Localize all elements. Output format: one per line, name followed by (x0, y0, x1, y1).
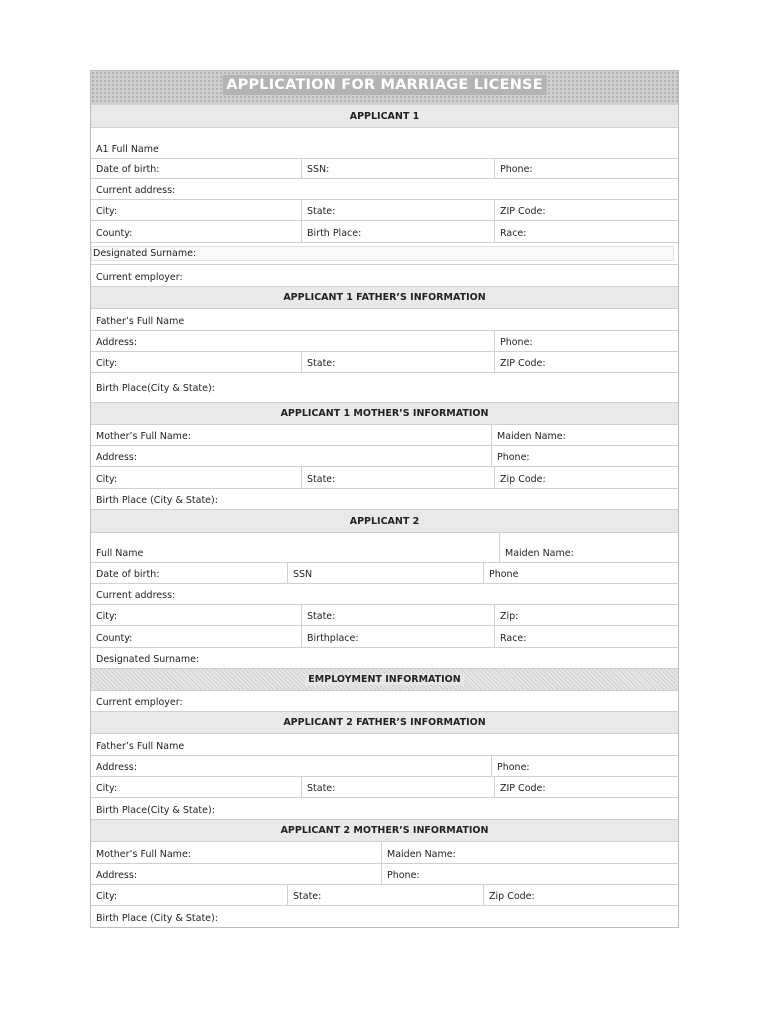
a2-ssn-field[interactable]: SSN (287, 563, 483, 583)
a1-father-zip-field[interactable]: ZIP Code: (494, 352, 678, 372)
marriage-license-form (90, 70, 679, 928)
a1-mother-state-field[interactable]: State: (301, 467, 494, 488)
a2-father-name-field[interactable]: Father’s Full Name (96, 741, 185, 752)
form-title-bar (91, 70, 678, 104)
a1-race-field[interactable]: Race: (494, 221, 678, 242)
a1-mother-address-field[interactable]: Address: (96, 452, 138, 463)
form-title: APPLICATION FOR MARRIAGE LICENSE (222, 75, 547, 95)
a2-father-state-field[interactable]: State: (301, 777, 494, 797)
a2-county-field[interactable]: County: (96, 633, 133, 644)
a2-mother-city-field[interactable]: City: (96, 891, 118, 902)
a1-employer-field[interactable]: Current employer: (96, 272, 183, 283)
a2-dob-field[interactable]: Date of birth: (96, 569, 160, 580)
a1-surname-field[interactable]: Designated Surname: (91, 246, 674, 261)
a2-race-field[interactable]: Race: (494, 626, 678, 647)
a2-state-field[interactable]: State: (301, 605, 494, 625)
section-header-a2-father: APPLICANT 2 FATHER’S INFORMATION (91, 711, 678, 733)
a1-mother-city-field[interactable]: City: (96, 474, 118, 485)
a1-father-name-field[interactable]: Father’s Full Name (96, 316, 185, 327)
a2-city-field[interactable]: City: (96, 611, 118, 622)
a2-mother-zip-field[interactable]: Zip Code: (483, 885, 678, 905)
a1-dob-field[interactable]: Date of birth: (96, 164, 160, 175)
a2-address-field[interactable]: Current address: (96, 590, 176, 601)
a2-zip-field[interactable]: Zip: (494, 605, 678, 625)
a2-employer-field[interactable]: Current employer: (96, 697, 183, 708)
a1-zip-field[interactable]: ZIP Code: (494, 200, 678, 220)
a1-father-birth-place-field[interactable]: Birth Place(City & State): (96, 383, 215, 394)
a1-father-address-field[interactable]: Address: (96, 337, 138, 348)
a2-full-name-field[interactable]: Full Name (96, 548, 144, 559)
a1-city-field[interactable]: City: (96, 206, 118, 217)
a1-state-field[interactable]: State: (301, 200, 494, 220)
a2-father-address-field[interactable]: Address: (96, 762, 138, 773)
a2-father-city-field[interactable]: City: (96, 783, 118, 794)
a2-mother-phone-field[interactable]: Phone: (381, 864, 678, 884)
a2-mother-birth-place-field[interactable]: Birth Place (City & State): (96, 913, 218, 924)
a1-address-field[interactable]: Current address: (96, 185, 176, 196)
section-header-a1-father: APPLICANT 1 FATHER’S INFORMATION (91, 286, 678, 308)
a2-mother-address-field[interactable]: Address: (96, 870, 138, 881)
a2-maiden-field[interactable]: Maiden Name: (499, 533, 678, 562)
a1-ssn-field[interactable]: SSN: (301, 159, 494, 178)
a1-county-field[interactable]: County: (96, 228, 133, 239)
a1-mother-birth-place-field[interactable]: Birth Place (City & State): (96, 495, 218, 506)
section-header-applicant2: APPLICANT 2 (91, 509, 678, 532)
a1-phone-field[interactable]: Phone: (494, 159, 678, 178)
a1-father-city-field[interactable]: City: (96, 358, 118, 369)
a1-mother-phone-field[interactable]: Phone: (491, 446, 678, 466)
a2-surname-field[interactable]: Designated Surname: (96, 654, 200, 665)
a1-birth-place-field[interactable]: Birth Place: (301, 221, 494, 242)
section-header-applicant1: APPLICANT 1 (91, 104, 678, 127)
a1-mother-name-field[interactable]: Mother’s Full Name: (96, 431, 191, 442)
a2-mother-maiden-field[interactable]: Maiden Name: (381, 842, 678, 863)
a2-father-zip-field[interactable]: ZIP Code: (494, 777, 678, 797)
section-header-a1-mother: APPLICANT 1 MOTHER’S INFORMATION (91, 402, 678, 424)
a1-father-phone-field[interactable]: Phone: (494, 331, 678, 351)
a2-birthplace-field[interactable]: Birthplace: (301, 626, 494, 647)
a2-mother-name-field[interactable]: Mother’s Full Name: (96, 849, 191, 860)
a1-father-state-field[interactable]: State: (301, 352, 494, 372)
a2-mother-state-field[interactable]: State: (287, 885, 483, 905)
a1-full-name-field[interactable]: A1 Full Name (96, 144, 159, 155)
section-header-employment: EMPLOYMENT INFORMATION (91, 668, 678, 690)
a2-father-phone-field[interactable]: Phone: (491, 756, 678, 776)
a2-father-birth-place-field[interactable]: Birth Place(City & State): (96, 805, 215, 816)
a1-mother-maiden-field[interactable]: Maiden Name: (491, 425, 678, 445)
a2-phone-field[interactable]: Phone (483, 563, 678, 583)
a1-mother-zip-field[interactable]: Zip Code: (494, 467, 678, 488)
section-header-a2-mother: APPLICANT 2 MOTHER’S INFORMATION (91, 819, 678, 841)
